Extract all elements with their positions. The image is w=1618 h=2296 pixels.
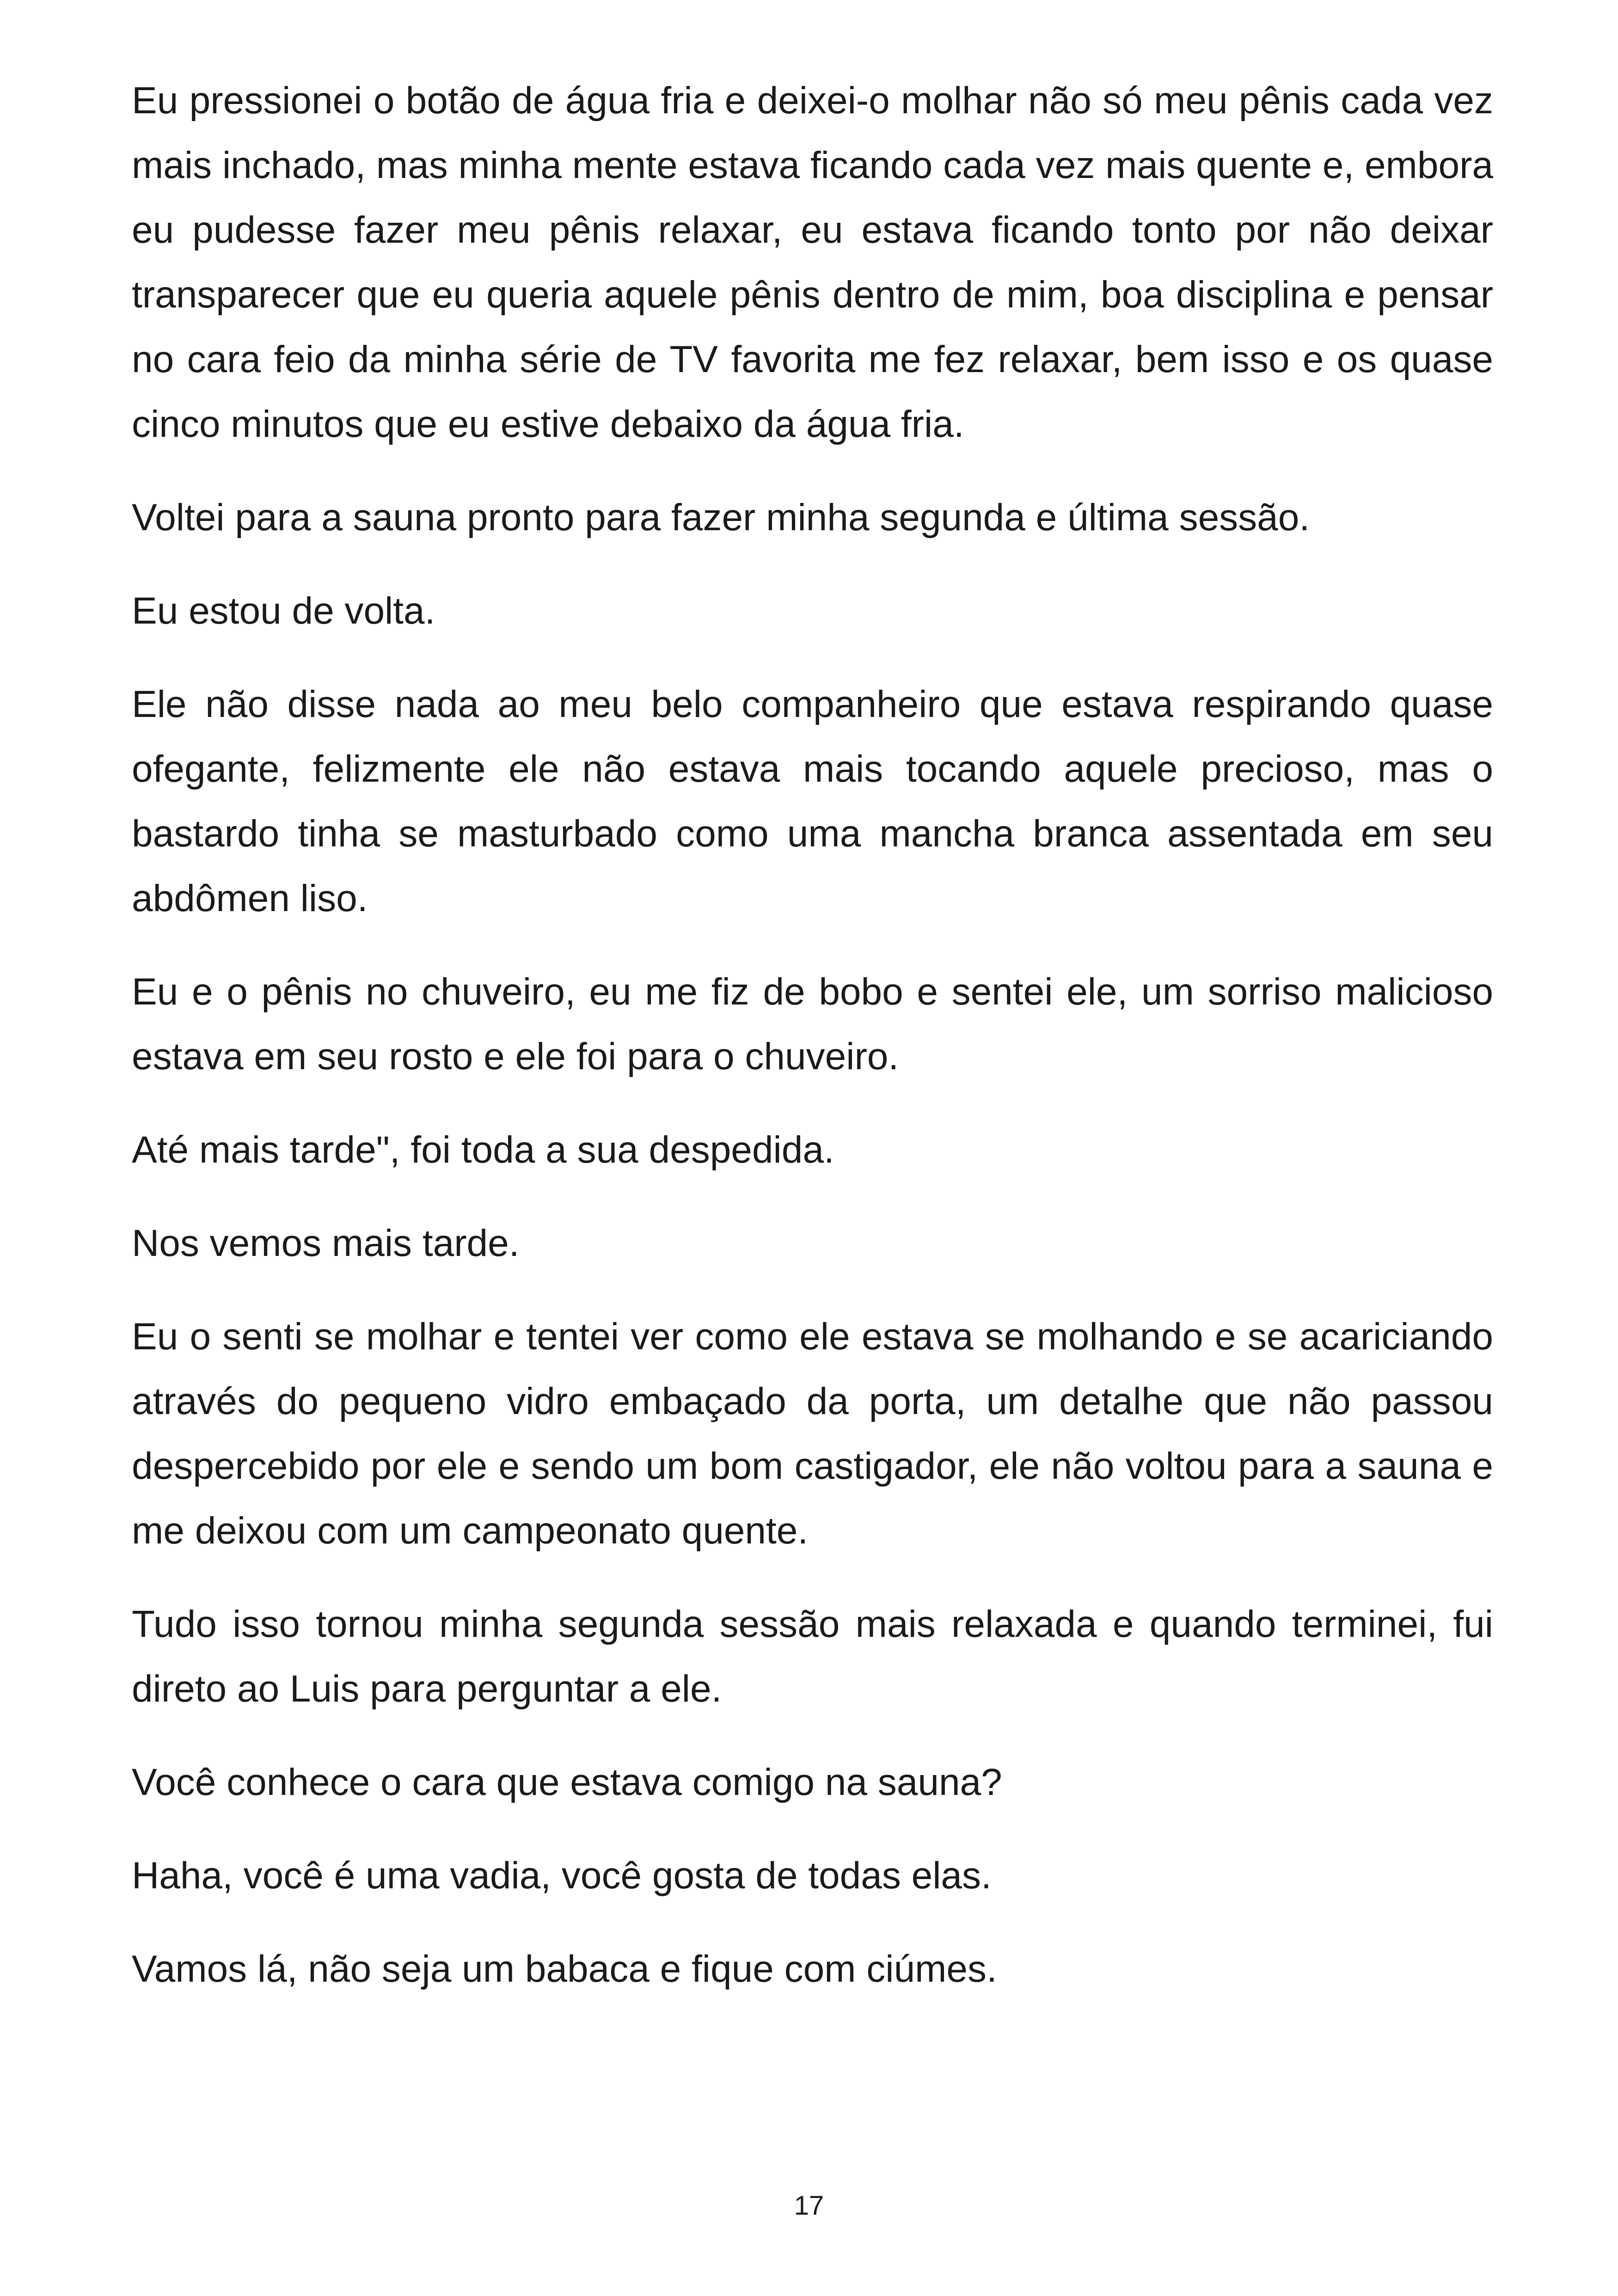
paragraph-2: Voltei para a sauna pronto para fazer minha segunda e última sessão. (132, 496, 1310, 539)
paragraph-1: Eu pressionei o botão de água fria e deixei-o molhar não só meu pênis cada vez mais inchado, mas minha mente estava ficando cada vez mais quente e, embora eu pudesse fazer meu pênis relaxar, eu estava ficando tonto por não deixar transparecer que eu queria aquele pênis dentro de mim, boa disciplina e pensar no cara feio da minha série de TV favorita me fez relaxar, bem isso e os quase cinco minutos que eu estive debaixo da água fria. (132, 80, 1493, 445)
paragraph-7: Nos vemos mais tarde. (132, 1222, 520, 1264)
paragraph-4: Ele não disse nada ao meu belo companheiro que estava respirando quase ofegante, felizmente ele não estava mais tocando aquele precioso, mas o bastardo tinha se masturbado como uma mancha branca assentada em seu abdômen liso. (132, 683, 1493, 919)
paragraph-12: Vamos lá, não seja um babaca e fique com ciúmes. (132, 1948, 997, 1990)
page-number: 17 (794, 2191, 824, 2221)
paragraph-10: Você conhece o cara que estava comigo na sauna? (132, 1761, 1002, 1803)
paragraph-3: Eu estou de volta. (132, 590, 435, 632)
paragraph-5: Eu e o pênis no chuveiro, eu me fiz de bobo e sentei ele, um sorriso malicioso estava em seu rosto e ele foi para o chuveiro. (132, 971, 1493, 1078)
body-text (132, 68, 1493, 2030)
paragraph-9: Tudo isso tornou minha segunda sessão mais relaxada e quando terminei, fui direto ao Luis para perguntar a ele. (132, 1603, 1493, 1710)
paragraph-11: Haha, você é uma vadia, você gosta de todas elas. (132, 1855, 992, 1897)
paragraph-6: Até mais tarde", foi toda a sua despedida. (132, 1129, 834, 1171)
paragraph-8: Eu o senti se molhar e tentei ver como ele estava se molhando e se acariciando através do pequeno vidro embaçado da porta, um detalhe que não passou despercebido por ele e sendo um bom castigador, ele não voltou para a sauna e me deixou com um campeonato quente. (132, 1316, 1493, 1552)
